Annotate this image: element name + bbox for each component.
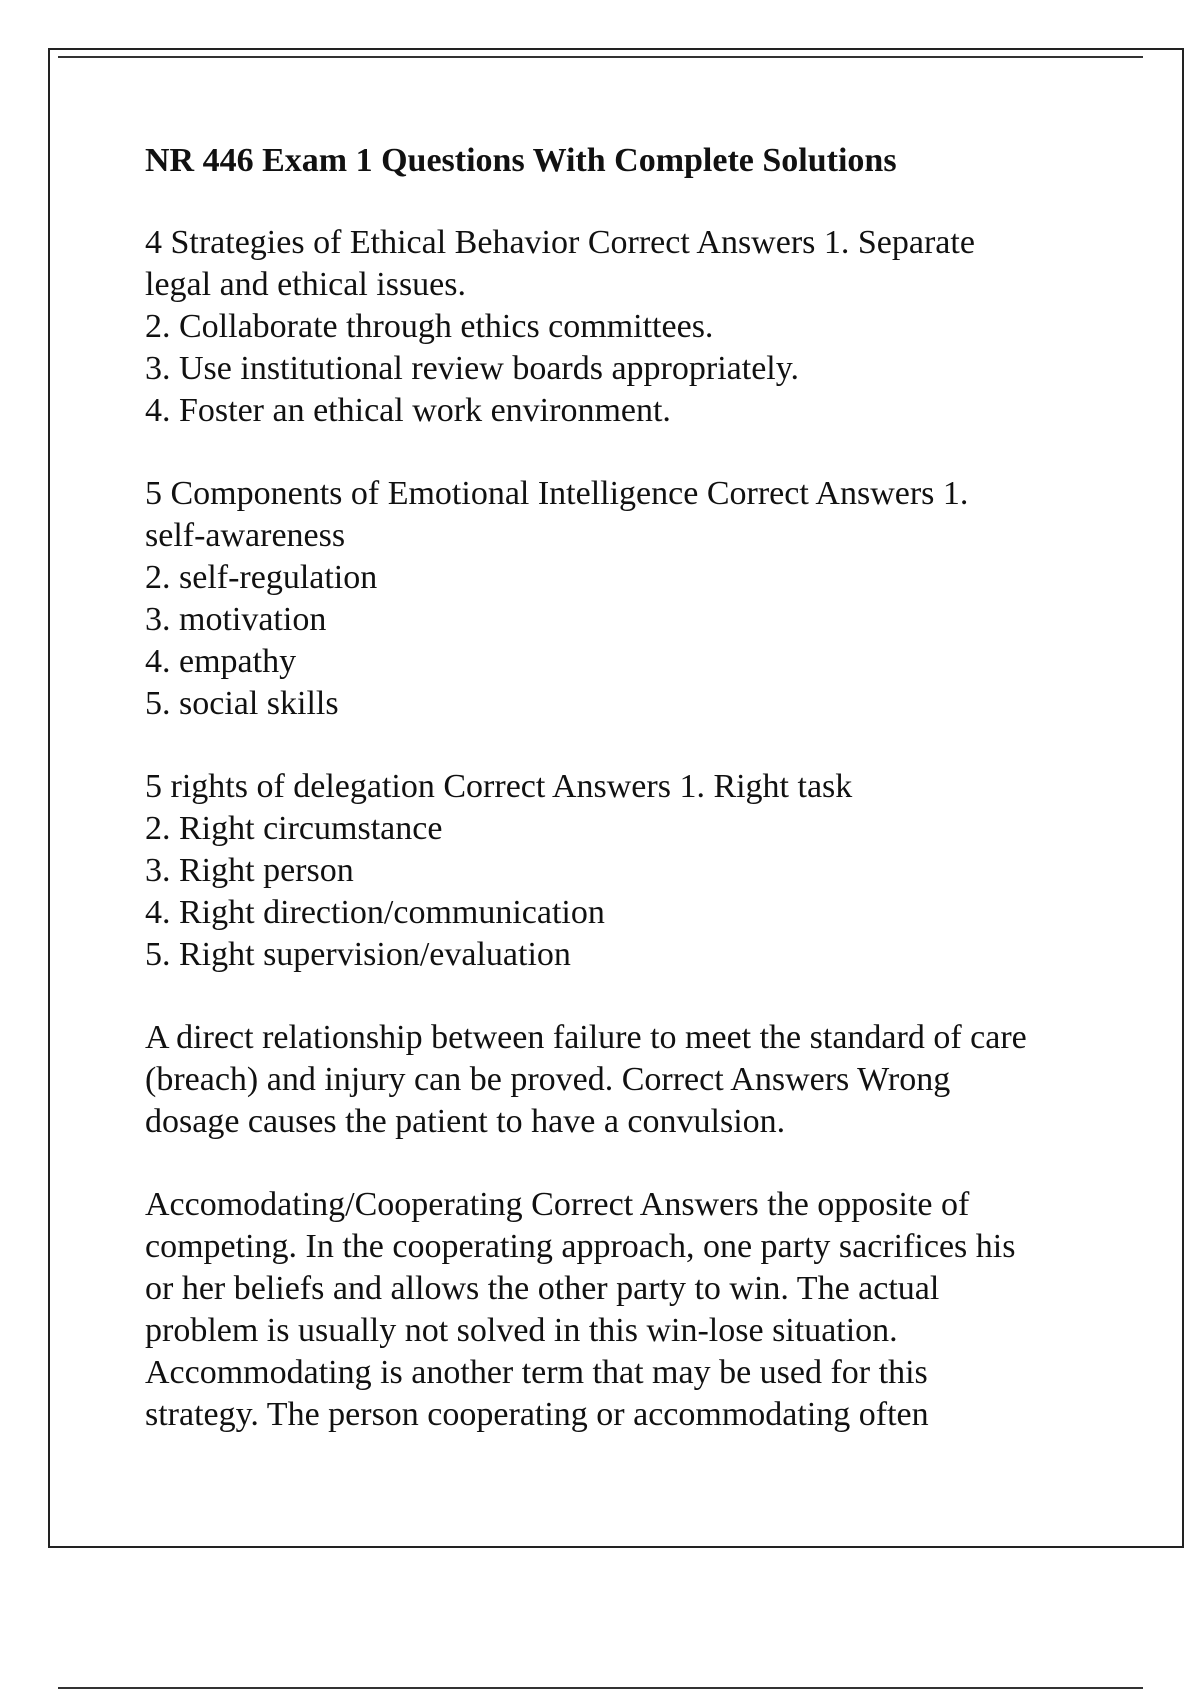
qa-entry-accommodating: Accomodating/Cooperating Correct Answers the opposite of competing. In the cooperating approach, one party sacrifices his or her beliefs and allows the other party to win. The actual problem is usually not solved in this win-lose situation. Accommodating is another term that may be used for this strategy. The person cooperating or accommodating often [145, 1186, 1016, 1433]
bottom-rule [58, 1687, 1143, 1689]
qa-entry-emotional-intelligence: 5 Components of Emotional Intelligence Correct Answers 1. self-awareness 2. self-regulation 3. motivation 4. empathy 5. social skills [145, 475, 969, 722]
qa-entry-rights-of-delegation: 5 rights of delegation Correct Answers 1. Right task 2. Right circumstance 3. Right person 4. Right direction/communication 5. Right supervision/evaluation [145, 768, 853, 973]
qa-entry-ethical-behavior: 4 Strategies of Ethical Behavior Correct Answers 1. Separate legal and ethical issues. 2. Collaborate through ethics committees. 3. Use institutional review boards appropriately. 4. Foster an ethical work environment. [145, 224, 975, 429]
document-body [145, 140, 1105, 1477]
document-title: NR 446 Exam 1 Questions With Complete Solutions [145, 142, 897, 179]
qa-entry-breach-injury: A direct relationship between failure to meet the standard of care (breach) and injury can be proved. Correct Answers Wrong dosage causes the patient to have a convulsion. [145, 1019, 1027, 1140]
